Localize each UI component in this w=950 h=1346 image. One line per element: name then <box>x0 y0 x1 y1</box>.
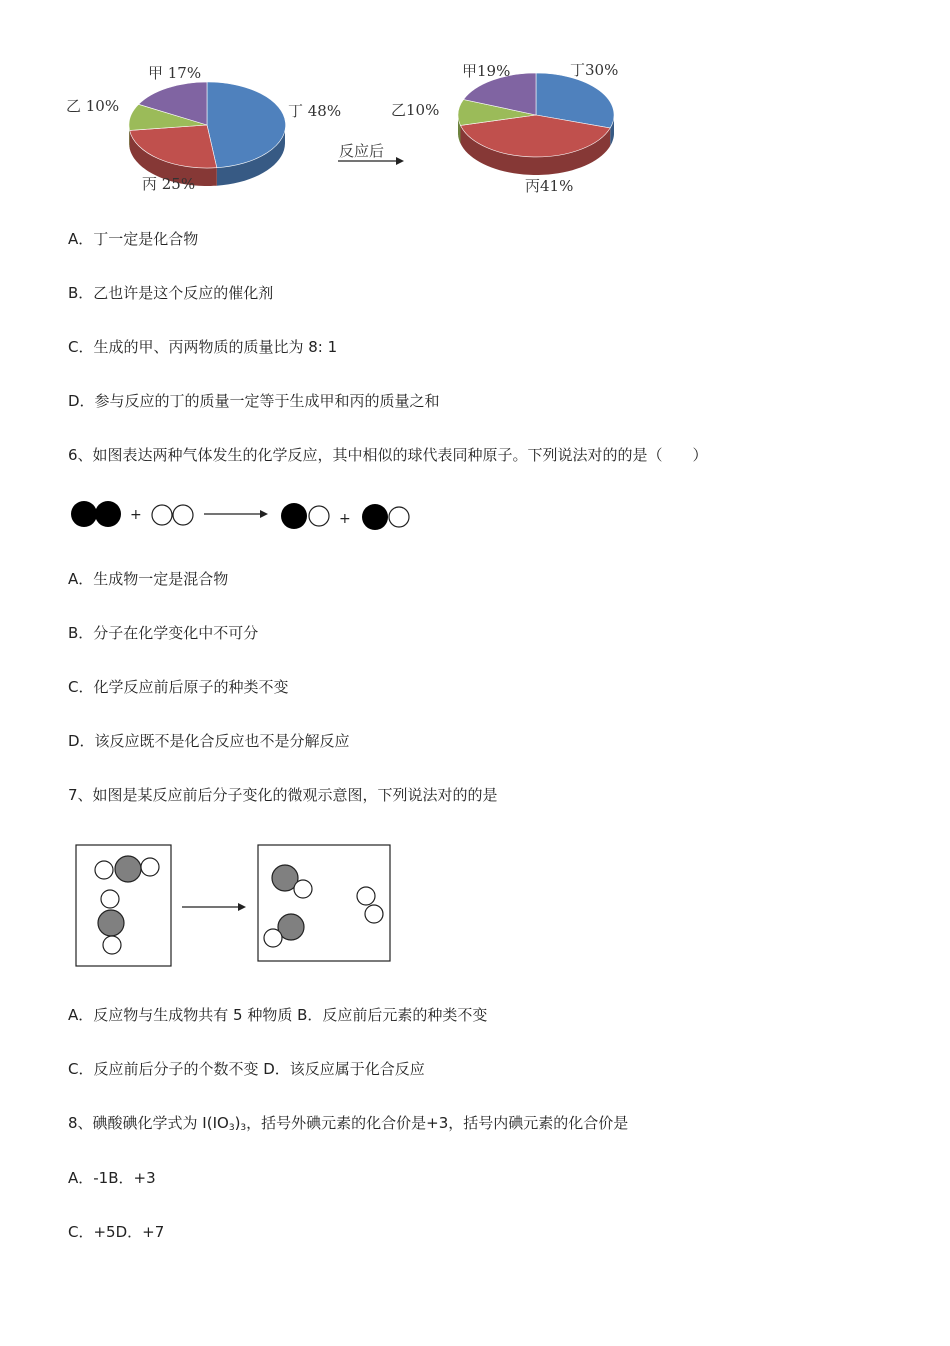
reaction-arrow-head <box>396 157 404 165</box>
white-atom <box>309 506 329 526</box>
white-atom <box>152 505 172 525</box>
white-atom <box>389 507 409 527</box>
white-atom <box>95 861 113 879</box>
gray-atom <box>98 910 124 936</box>
gray-atom <box>115 856 141 882</box>
black-atom <box>281 503 307 529</box>
pie-before-label-yi: 乙 10% <box>66 97 120 115</box>
pie-after-label-ding: 丁30% <box>570 61 619 79</box>
q8-subscript: 3 <box>240 1123 247 1133</box>
white-atom <box>294 880 312 898</box>
white-atom <box>141 858 159 876</box>
pie-after-label-yi: 乙10% <box>391 101 440 119</box>
white-atom <box>173 505 193 525</box>
white-atom <box>264 929 282 947</box>
white-atom <box>101 890 119 908</box>
pie-before <box>129 82 286 186</box>
pie-after-label-jia: 甲19% <box>462 62 511 80</box>
q6-option-a: A．生成物一定是混合物 <box>68 570 229 588</box>
plus-sign: + <box>130 507 142 523</box>
q6-option-c: C．化学反应前后原子的种类不变 <box>68 678 289 696</box>
q7-option-ab: A．反应物与生成物共有 5 种物质 B．反应前后元素的种类不变 <box>68 1006 488 1024</box>
q6-option-b: B．分子在化学变化中不可分 <box>68 624 259 642</box>
q8-stem-mid: ) <box>234 1114 241 1132</box>
q8-stem <box>68 1113 628 1138</box>
pie-before-label-ding: 丁 48% <box>288 102 342 120</box>
pie-before-label-jia: 甲 17% <box>148 64 202 82</box>
q7-stem: 7、如图是某反应前后分子变化的微观示意图，下列说法对的的是 <box>68 786 498 804</box>
q7-molecule-diagram <box>72 840 402 970</box>
q6-molecule-diagram <box>68 497 428 537</box>
reaction-arrow-label: 反应后 <box>339 142 385 160</box>
q6-stem: 6、如图表达两种气体发生的化学反应，其中相似的球代表同种原子。下列说法对的的是（ ） <box>68 446 708 464</box>
pie-after-label-bing: 丙41% <box>525 177 574 195</box>
black-atom <box>362 504 388 530</box>
q7-option-cd: C．反应前后分子的个数不变 D．该反应属于化合反应 <box>68 1060 425 1078</box>
q8-subscript: 3 <box>228 1123 235 1133</box>
q8-option-ab: A．-1B．+3 <box>68 1169 156 1187</box>
white-atom <box>365 905 383 923</box>
white-atom <box>103 936 121 954</box>
pie-before-label-bing: 丙 25% <box>142 175 196 193</box>
white-atom <box>357 887 375 905</box>
q5-option-a: A．丁一定是化合物 <box>68 230 199 248</box>
pie-after <box>458 73 614 175</box>
q8-stem-prefix: 8、碘酸碘化学式为 I(IO <box>68 1114 229 1132</box>
black-atom <box>95 501 121 527</box>
q8-stem-suffix: ，括号外碘元素的化合价是+3，括号内碘元素的化合价是 <box>246 1114 629 1132</box>
q5-option-d: D．参与反应的丁的质量一定等于生成甲和丙的质量之和 <box>68 392 440 410</box>
q6-arrow-head <box>260 510 268 518</box>
q8-option-cd: C．+5D．+7 <box>68 1223 165 1241</box>
black-atom <box>71 501 97 527</box>
q5-option-b: B．乙也许是这个反应的催化剂 <box>68 284 274 302</box>
q6-option-d: D．该反应既不是化合反应也不是分解反应 <box>68 732 350 750</box>
plus-sign: + <box>339 511 351 527</box>
q5-option-c: C．生成的甲、丙两物质的质量比为 8: 1 <box>68 338 338 356</box>
q7-arrow-head <box>238 903 246 911</box>
pie-chart-figure <box>60 55 680 205</box>
